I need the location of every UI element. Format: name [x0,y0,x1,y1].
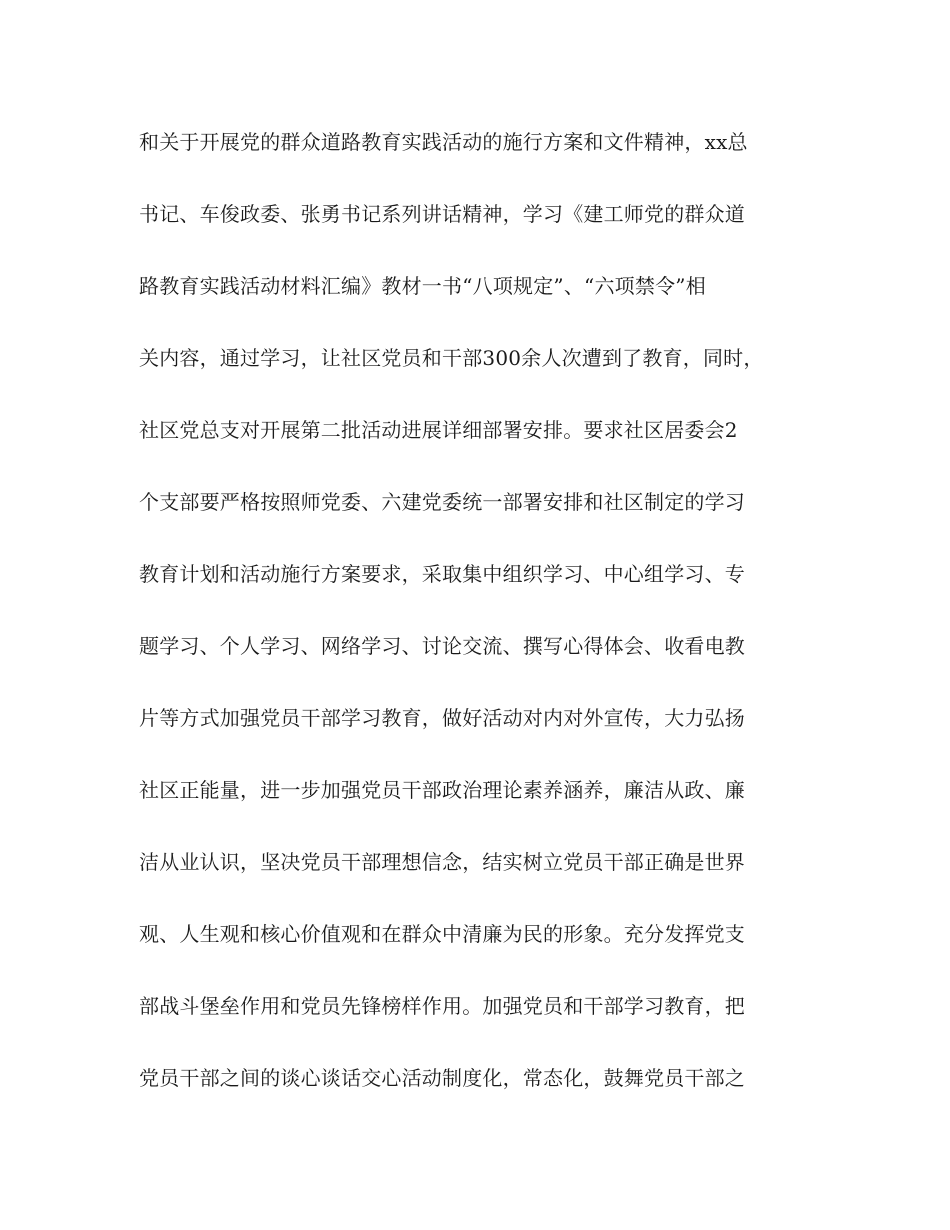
text-line: 观、人生观和核心价值观和在群众中清廉为民的形象。充分发挥党支 [139,922,745,946]
text-line: 和关于开展党的群众道路教育实践活动的施行方案和文件精神，xx总 [139,130,748,154]
body-text [139,124,819,1132]
text-line: 个支部要严格按照师党委、六建党委统一部署安排和社区制定的学习 [139,490,745,514]
text-line: 教育计划和活动施行方案要求，采取集中组织学习、中心组学习、专 [139,562,745,586]
text-line: 片等方式加强党员干部学习教育，做好活动对内对外宣传，大力弘扬 [139,706,745,730]
text-line: 党员干部之间的谈心谈话交心活动制度化，常态化，鼓舞党员干部之 [139,1066,745,1090]
text-line: 社区党总支对开展第二批活动进展详细部署安排。要求社区居委会2 [139,418,738,442]
text-line: 路教育实践活动材料汇编》教材一书“八项规定”、“六项禁令”相 [139,274,706,298]
text-line: 部战斗堡垒作用和党员先锋榜样作用。加强党员和干部学习教育，把 [139,994,745,1018]
text-line: 题学习、个人学习、网络学习、讨论交流、撰写心得体会、收看电教 [139,634,745,658]
text-line: 社区正能量，进一步加强党员干部政治理论素养涵养，廉洁从政、廉 [139,778,745,802]
text-line: 关内容，通过学习，让社区党员和干部300余人次遭到了教育，同时， [139,346,764,370]
text-line: 洁从业认识，坚决党员干部理想信念，结实树立党员干部正确是世界 [139,850,745,874]
text-line: 书记、车俊政委、张勇书记系列讲话精神，学习《建工师党的群众道 [139,202,745,226]
